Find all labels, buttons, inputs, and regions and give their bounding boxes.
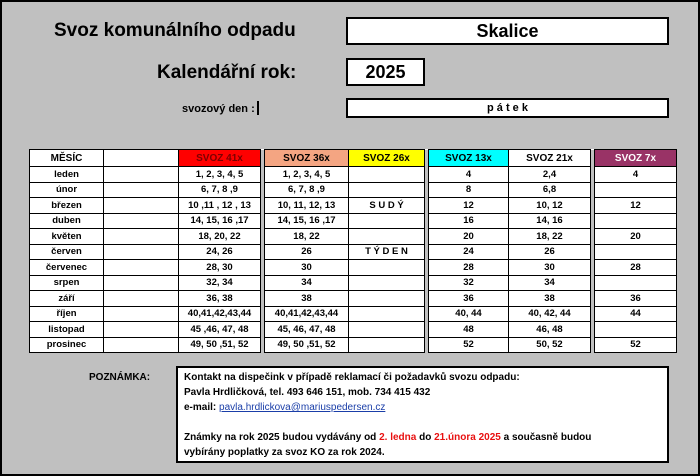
cell-svoz-41x: 18, 20, 22	[179, 229, 261, 245]
cell-month: leden	[30, 167, 104, 183]
cell-month: červen	[30, 244, 104, 260]
cell-blank	[104, 198, 179, 214]
cell-svoz-36x: 45, 46, 47, 48	[265, 322, 349, 338]
stamps-text-a: Známky na rok 2025 budou vydávány od	[184, 432, 377, 443]
note-line-fees: vybírány poplatky za svoz KO za rok 2024.	[184, 447, 385, 458]
cell-month: září	[30, 291, 104, 307]
cell-month: prosinec	[30, 337, 104, 353]
cell-svoz-41x: 14, 15, 16 ,17	[179, 213, 261, 229]
stamps-text-c: do	[419, 432, 432, 443]
cell-svoz-41x: 28, 30	[179, 260, 261, 276]
cell-svoz-21x: 38	[509, 291, 591, 307]
note-line-stamps	[184, 430, 661, 445]
cell-svoz-26x: S U D Ý	[349, 198, 425, 214]
cell-blank	[104, 275, 179, 291]
cell-svoz-26x	[349, 182, 425, 198]
header-svoz-13x: SVOZ 13x	[429, 150, 509, 167]
table-row	[30, 322, 677, 338]
cell-svoz-26x	[349, 291, 425, 307]
town-field[interactable]: Skalice	[346, 17, 669, 45]
cell-svoz-13x: 4	[429, 167, 509, 183]
stamps-text-e: a současně budou	[503, 432, 592, 443]
collection-day-label-text: svozový den :	[182, 103, 255, 115]
cell-svoz-26x	[349, 213, 425, 229]
collection-day-label	[182, 101, 259, 115]
table-header-row	[30, 150, 677, 167]
cell-svoz-13x: 20	[429, 229, 509, 245]
cell-svoz-7x	[595, 213, 677, 229]
cell-svoz-13x: 48	[429, 322, 509, 338]
table-row	[30, 291, 677, 307]
table-row	[30, 337, 677, 353]
cell-svoz-7x	[595, 275, 677, 291]
cell-svoz-13x: 28	[429, 260, 509, 276]
cell-svoz-13x: 52	[429, 337, 509, 353]
cell-svoz-26x: T Ý D E N	[349, 244, 425, 260]
table-row	[30, 260, 677, 276]
cell-svoz-41x: 6, 7, 8 ,9	[179, 182, 261, 198]
cell-svoz-41x: 49, 50 ,51, 52	[179, 337, 261, 353]
cell-svoz-13x: 12	[429, 198, 509, 214]
collection-calendar-table	[29, 149, 677, 353]
cell-month: říjen	[30, 306, 104, 322]
cell-svoz-36x: 14, 15, 16 ,17	[265, 213, 349, 229]
cell-blank	[104, 229, 179, 245]
cell-svoz-21x: 40, 42, 44	[509, 306, 591, 322]
cell-month: březen	[30, 198, 104, 214]
cell-month: únor	[30, 182, 104, 198]
cell-month: duben	[30, 213, 104, 229]
cell-svoz-36x: 10, 11, 12, 13	[265, 198, 349, 214]
cell-svoz-36x: 34	[265, 275, 349, 291]
cell-svoz-41x: 10 ,11 , 12 , 13	[179, 198, 261, 214]
table-row	[30, 167, 677, 183]
text-cursor	[257, 101, 259, 115]
year-label: Kalendářní rok:	[157, 62, 297, 83]
cell-svoz-7x	[595, 182, 677, 198]
table-row	[30, 306, 677, 322]
cell-blank	[104, 337, 179, 353]
cell-svoz-21x: 6,8	[509, 182, 591, 198]
cell-svoz-21x: 46, 48	[509, 322, 591, 338]
note-line-phone: Pavla Hrdličková, tel. 493 646 151, mob. 734 415 432	[184, 387, 431, 398]
cell-blank	[104, 182, 179, 198]
cell-svoz-26x	[349, 275, 425, 291]
header-month: MĚSÍC	[30, 150, 104, 167]
stamps-start-date: 2. ledna	[379, 432, 417, 443]
cell-svoz-36x: 18, 22	[265, 229, 349, 245]
cell-blank	[104, 322, 179, 338]
cell-svoz-21x: 10, 12	[509, 198, 591, 214]
cell-svoz-13x: 40, 44	[429, 306, 509, 322]
table-row	[30, 198, 677, 214]
table-row	[30, 244, 677, 260]
note-blank-line	[184, 415, 661, 430]
cell-svoz-36x: 1, 2, 3, 4, 5	[265, 167, 349, 183]
cell-svoz-41x: 45 ,46, 47, 48	[179, 322, 261, 338]
cell-svoz-26x	[349, 260, 425, 276]
cell-svoz-41x: 40,41,42,43,44	[179, 306, 261, 322]
cell-svoz-7x: 12	[595, 198, 677, 214]
cell-svoz-7x: 36	[595, 291, 677, 307]
cell-svoz-36x: 49, 50 ,51, 52	[265, 337, 349, 353]
cell-svoz-21x: 50, 52	[509, 337, 591, 353]
cell-svoz-36x: 38	[265, 291, 349, 307]
cell-svoz-21x: 2,4	[509, 167, 591, 183]
cell-svoz-41x: 1, 2, 3, 4, 5	[179, 167, 261, 183]
collection-day-field[interactable]: p á t e k	[346, 98, 669, 118]
cell-svoz-7x: 44	[595, 306, 677, 322]
cell-svoz-13x: 16	[429, 213, 509, 229]
cell-svoz-36x: 6, 7, 8 ,9	[265, 182, 349, 198]
cell-svoz-7x	[595, 322, 677, 338]
cell-svoz-26x	[349, 229, 425, 245]
cell-svoz-7x: 4	[595, 167, 677, 183]
cell-month: listopad	[30, 322, 104, 338]
cell-blank	[104, 260, 179, 276]
cell-svoz-21x: 34	[509, 275, 591, 291]
cell-svoz-21x: 14, 16	[509, 213, 591, 229]
cell-svoz-26x	[349, 337, 425, 353]
year-field[interactable]: 2025	[346, 58, 425, 86]
cell-svoz-21x: 18, 22	[509, 229, 591, 245]
stamps-end-date: 21.února 2025	[434, 432, 501, 443]
cell-svoz-13x: 36	[429, 291, 509, 307]
cell-svoz-13x: 32	[429, 275, 509, 291]
note-line-email	[184, 400, 661, 415]
cell-svoz-21x: 26	[509, 244, 591, 260]
header-svoz-26x: SVOZ 26x	[349, 150, 425, 167]
cell-blank	[104, 167, 179, 183]
cell-svoz-41x: 36, 38	[179, 291, 261, 307]
header-svoz-21x: SVOZ 21x	[509, 150, 591, 167]
cell-svoz-26x	[349, 322, 425, 338]
cell-svoz-36x: 30	[265, 260, 349, 276]
cell-svoz-41x: 24, 26	[179, 244, 261, 260]
cell-svoz-13x: 8	[429, 182, 509, 198]
cell-svoz-36x: 40,41,42,43,44	[265, 306, 349, 322]
note-label: POZNÁMKA:	[89, 372, 151, 383]
cell-svoz-26x	[349, 306, 425, 322]
table-row	[30, 275, 677, 291]
cell-svoz-41x: 32, 34	[179, 275, 261, 291]
note-line-contact: Kontakt na dispečink v případě reklamací či požadavků svozu odpadu:	[184, 372, 520, 383]
cell-month: srpen	[30, 275, 104, 291]
cell-svoz-36x: 26	[265, 244, 349, 260]
cell-svoz-7x: 20	[595, 229, 677, 245]
cell-svoz-26x	[349, 167, 425, 183]
cell-svoz-13x: 24	[429, 244, 509, 260]
header-blank	[104, 150, 179, 167]
cell-blank	[104, 291, 179, 307]
email-link[interactable]: pavla.hrdlickova@mariuspedersen.cz	[219, 402, 386, 413]
header-svoz-36x: SVOZ 36x	[265, 150, 349, 167]
cell-blank	[104, 213, 179, 229]
cell-blank	[104, 244, 179, 260]
header-svoz-41x: SVOZ 41x	[179, 150, 261, 167]
cell-blank	[104, 306, 179, 322]
table-row	[30, 182, 677, 198]
email-prefix: e-mail:	[184, 402, 217, 413]
cell-svoz-7x: 28	[595, 260, 677, 276]
table-row	[30, 229, 677, 245]
cell-svoz-7x: 52	[595, 337, 677, 353]
page-title: Svoz komunálního odpadu	[54, 20, 296, 41]
cell-svoz-21x: 30	[509, 260, 591, 276]
note-box	[176, 366, 669, 463]
cell-svoz-7x	[595, 244, 677, 260]
table-row	[30, 213, 677, 229]
cell-month: květen	[30, 229, 104, 245]
cell-month: červenec	[30, 260, 104, 276]
header-svoz-7x: SVOZ 7x	[595, 150, 677, 167]
